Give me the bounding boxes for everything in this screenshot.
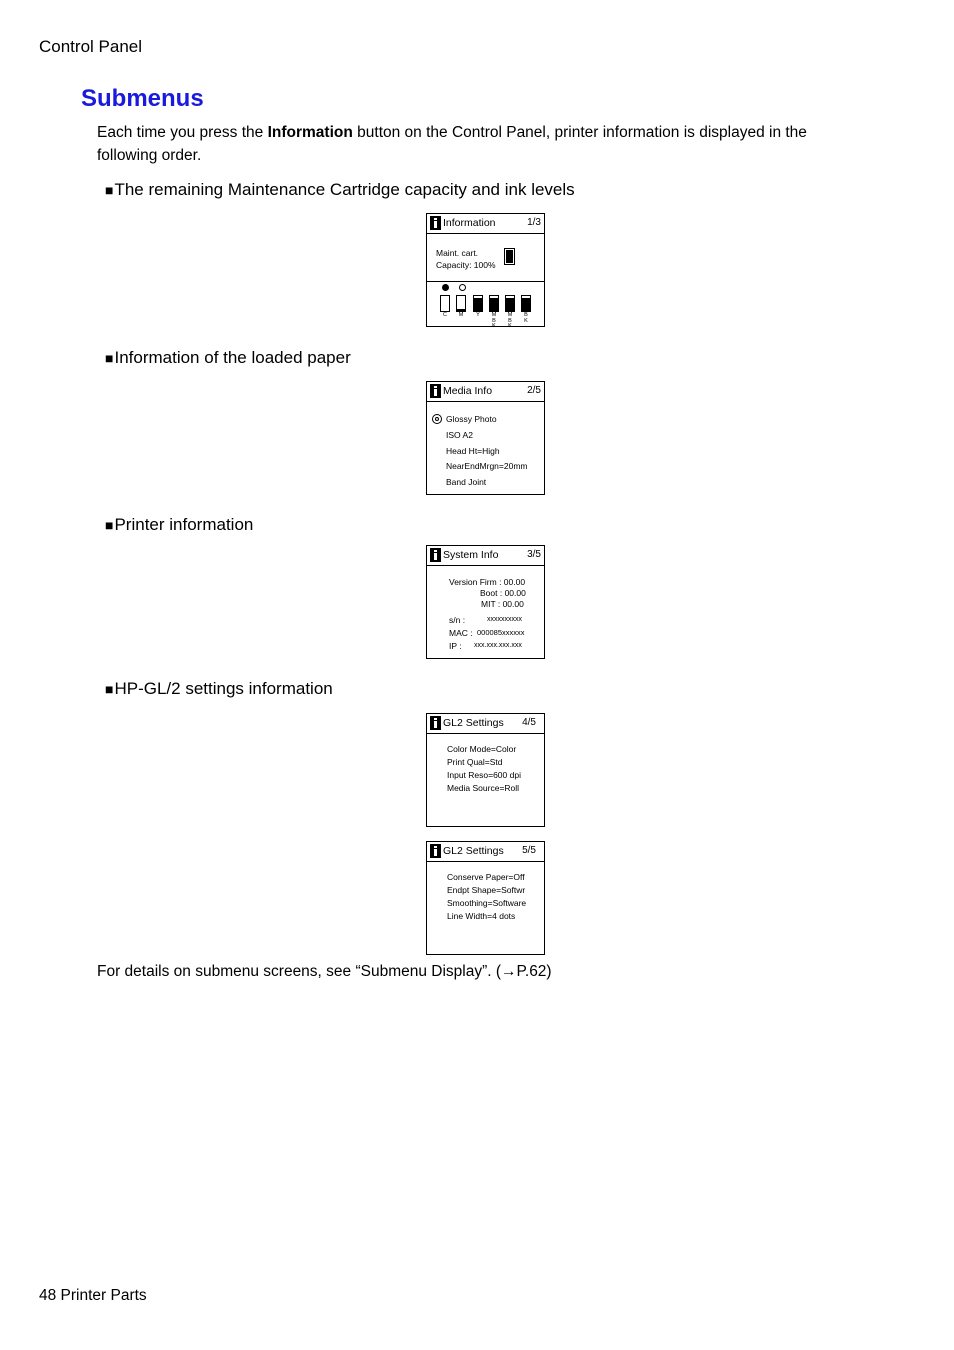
lcd-header [427, 546, 544, 566]
lcd-gl2-settings-screen-4 [426, 713, 545, 827]
lcd-page-indicator: 2/5 [527, 385, 541, 396]
mit-version-line: MIT : 00.00 [481, 599, 524, 609]
serial-label: s/n : [449, 615, 466, 625]
info-icon [430, 716, 441, 730]
ink-tank-label: M [458, 312, 464, 318]
ink-tank-label: C [443, 312, 447, 318]
lcd-page-indicator: 4/5 [522, 717, 536, 728]
error-indicator-icon [442, 284, 449, 291]
ink-tank-icon [505, 295, 515, 312]
bullet-text: The remaining Maintenance Cartridge capacity and ink levels [114, 180, 575, 199]
lcd-line: ISO A2 [446, 430, 473, 440]
bullet-printer-information [105, 515, 253, 535]
mac-value: 000085xxxxxx [477, 628, 525, 637]
ink-tank-icon [440, 295, 450, 312]
section-title: Submenus [81, 85, 204, 112]
lcd-line: Print Qual=Std [447, 757, 503, 767]
lcd-title: Media Info [443, 385, 493, 397]
info-icon [430, 216, 441, 230]
ip-value: xxx.xxx.xxx.xxx [474, 642, 522, 649]
bullet-marker: ■ [105, 517, 114, 533]
ip-label: IP : [449, 641, 462, 651]
lcd-page-indicator: 1/3 [527, 217, 541, 228]
ink-tank-label: M B K [507, 312, 513, 329]
bullet-marker: ■ [105, 182, 114, 198]
lcd-title: GL2 Settings [443, 717, 504, 729]
ink-tank-label: B K [524, 312, 528, 324]
version-firm-line: Version Firm : 00.00 [449, 577, 526, 587]
lcd-information-screen [426, 213, 545, 327]
bullet-marker: ■ [105, 350, 114, 366]
lcd-gl2-settings-screen-5 [426, 841, 545, 955]
roll-paper-icon [432, 414, 442, 424]
lcd-header [427, 714, 544, 734]
maintenance-cartridge-icon [504, 248, 515, 265]
lcd-page-indicator: 3/5 [527, 549, 541, 560]
bullet-marker: ■ [105, 681, 114, 697]
bullet-text: Printer information [114, 515, 254, 534]
intro-text-after: button on the Control Panel, printer information is displayed in the following order. [97, 124, 807, 164]
lcd-line: Media Source=Roll [447, 783, 520, 793]
bullet-maintenance-ink [105, 180, 575, 200]
lcd-line: Color Mode=Color [447, 744, 517, 754]
lcd-header [427, 842, 544, 862]
warning-indicator-icon [459, 284, 466, 291]
lcd-line: Band Joint [446, 477, 487, 487]
lcd-page-indicator: 5/5 [522, 845, 536, 856]
lcd-line: Glossy Photo [446, 414, 497, 424]
lcd-line: Conserve Paper=Off [447, 872, 525, 882]
intro-text-before: Each time you press the [97, 124, 268, 141]
lcd-line: Head Ht=High [446, 446, 500, 456]
ink-tank-label: Y [476, 312, 480, 318]
submenu-details-note: For details on submenu screens, see “Submenu Display”. (→P.62) [97, 963, 552, 980]
page-footer: 48 Printer Parts [39, 1287, 147, 1304]
info-icon [430, 844, 441, 858]
ink-tank-icon [521, 295, 531, 312]
ink-tank-icon [456, 295, 466, 312]
lcd-line: Maint. cart. [436, 248, 479, 258]
lcd-title: Information [443, 217, 496, 229]
lcd-line: Smoothing=Software [447, 898, 527, 908]
info-icon [430, 384, 441, 398]
lcd-header [427, 382, 544, 402]
lcd-title: GL2 Settings [443, 845, 504, 857]
serial-value: xxxxxxxxxx [487, 616, 522, 623]
intro-bold-information: Information [267, 124, 353, 141]
lcd-media-info-screen [426, 381, 545, 495]
boot-version-line: Boot : 00.00 [480, 588, 526, 598]
lcd-line: Capacity: 100% [436, 260, 496, 270]
lcd-line: Input Reso=600 dpi [447, 770, 521, 780]
lcd-system-info-screen [426, 545, 545, 659]
intro-paragraph [97, 121, 867, 167]
running-header: Control Panel [39, 37, 143, 56]
info-icon [430, 548, 441, 562]
bullet-text: Information of the loaded paper [114, 348, 351, 367]
bullet-loaded-paper [105, 348, 351, 368]
bullet-text: HP-GL/2 settings information [114, 679, 333, 698]
lcd-line: Line Width=4 dots [447, 911, 516, 921]
lcd-line: Endpt Shape=Softwr [447, 885, 526, 895]
ink-tank-icon [473, 295, 483, 312]
lcd-header [427, 214, 544, 234]
lcd-title: System Info [443, 549, 499, 561]
mac-label: MAC : [449, 628, 473, 638]
ink-tank-label: M B K [491, 312, 497, 329]
bullet-hpgl2-settings [105, 679, 333, 699]
lcd-line: NearEndMrgn=20mm [446, 461, 528, 471]
ink-tank-icon [489, 295, 499, 312]
